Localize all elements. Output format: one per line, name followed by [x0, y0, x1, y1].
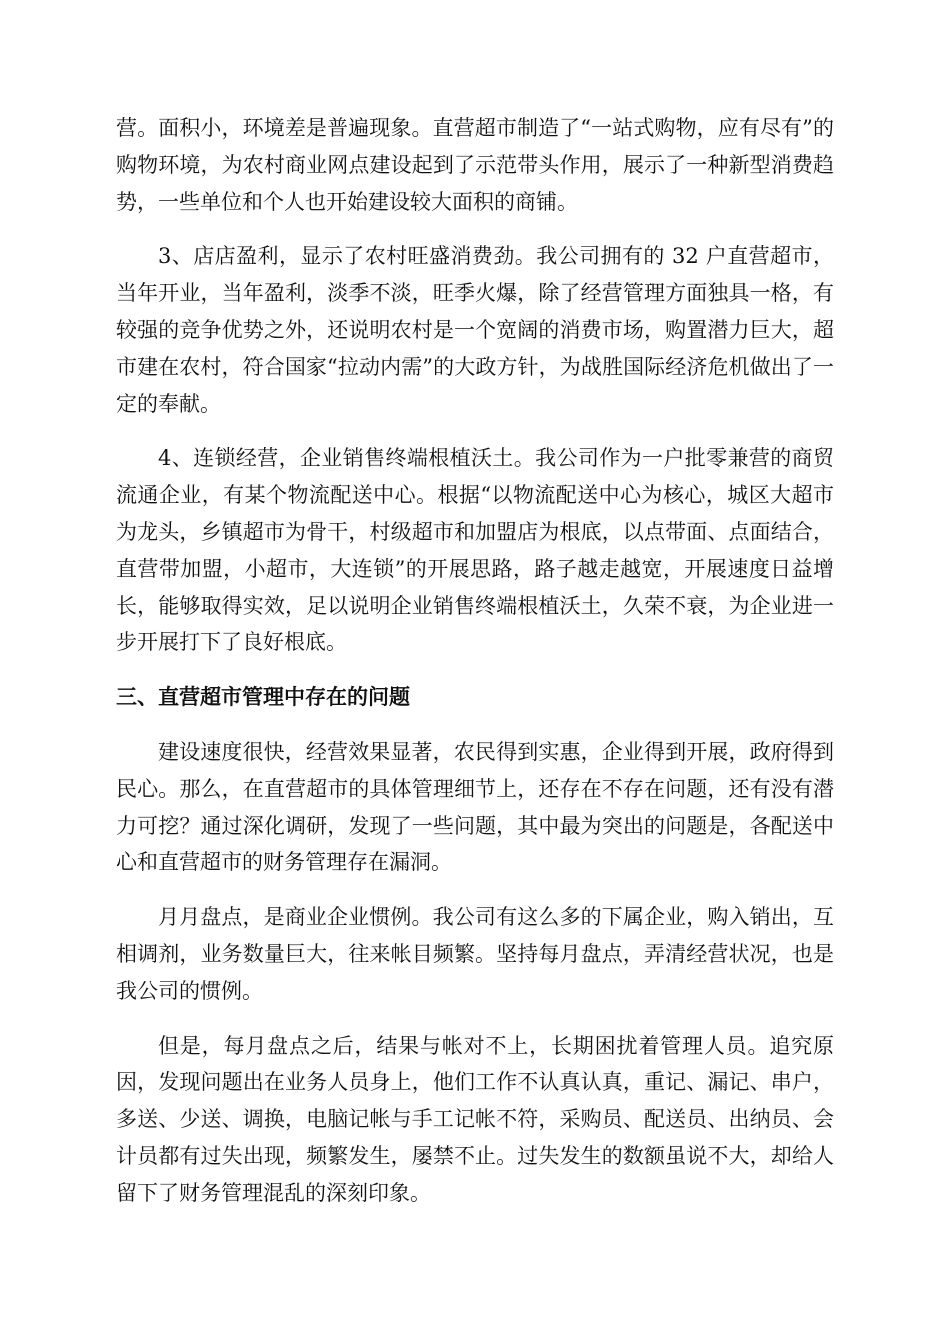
section-heading: 三、直营超市管理中存在的问题: [116, 685, 410, 710]
paragraph-point-4: 4、连锁经营，企业销售终端根植沃土。我公司作为一户批零兼营的商贸流通企业，有某个物流配送中心。根据“以物流配送中心为核心，城区大超市为龙头，乡镇超市为骨干，村级超市和加盟店为根底，以点带面、点面结合，直营带加盟，小超市，大连锁”的开展思路，路子越走越宽，开展速度日益增长，能够取得实效，足以说明企业销售终端根植沃土，久荣不衰，为企业进一步开展打下了良好根底。: [116, 446, 834, 655]
paragraph-section-intro: 建设速度很快，经营效果显著，农民得到实惠，企业得到开展，政府得到民心。那么，在直营超市的具体管理细节上，还存在不存在问题，还有没有潜力可挖？通过深化调研，发现了一些问题，其中最为突出的问题是，各配送中心和直营超市的财务管理存在漏洞。: [116, 739, 834, 875]
paragraph-continuation: 营。面积小，环境差是普遍现象。直营超市制造了“一站式购物，应有尽有”的购物环境，为农村商业网点建设起到了示范带头作用，展示了一种新型消费趋势，一些单位和个人也开始建设较大面积的商铺。: [116, 116, 834, 214]
paragraph-point-3: 3、店店盈利，显示了农村旺盛消费劲。我公司拥有的 32 户直营超市，当年开业，当年盈利，淡季不淡，旺季火爆，除了经营管理方面独具一格，有较强的竞争优势之外，还说明农村是一个宽阔的消费市场，购置潜力巨大，超市建在农村，符合国家“拉动内需”的大政方针，为战胜国际经济危机做出了一定的奉献。: [116, 244, 834, 416]
document-body: [116, 110, 834, 1230]
paragraph-monthly-inventory: 月月盘点，是商业企业惯例。我公司有这么多的下属企业，购入销出，互相调剂，业务数量巨大，往来帐目频繁。坚持每月盘点，弄清经营状况，也是我公司的惯例。: [116, 905, 834, 1003]
paragraph-problem-cause: 但是，每月盘点之后，结果与帐对不上，长期困扰着管理人员。追究原因，发现问题出在业务人员身上，他们工作不认真认真，重记、漏记、串户，多送、少送、调换，电脑记帐与手工记帐不符，采购员、配送员、出纳员、会计员都有过失出现，频繁发生，屡禁不止。过失发生的数额虽说不大，却给人留下了财务管理混乱的深刻印象。: [116, 1033, 834, 1205]
